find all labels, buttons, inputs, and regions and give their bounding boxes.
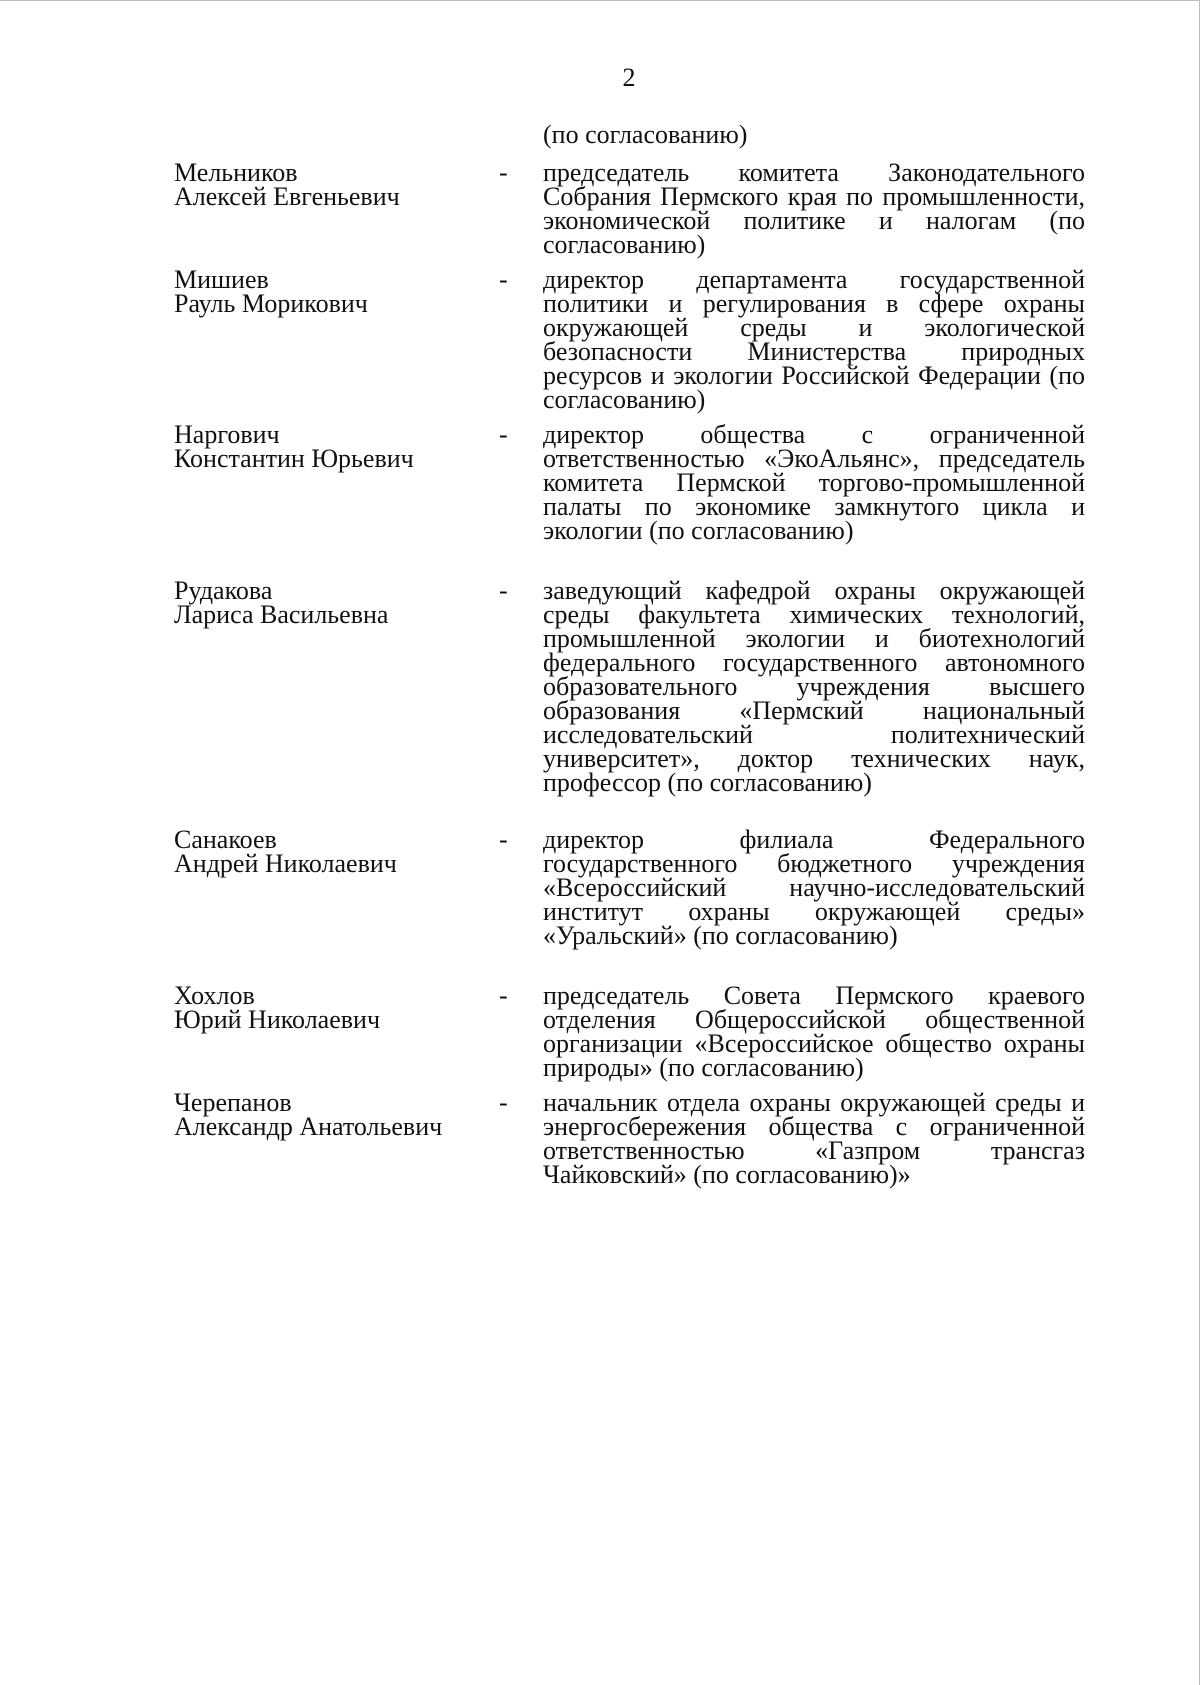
member-name — [174, 981, 494, 1034]
entry-dash: - — [499, 420, 508, 449]
entry-dash: - — [499, 576, 508, 605]
member-given-names: Рауль Морикович — [174, 289, 368, 318]
member-surname: Черепанов — [174, 1088, 292, 1117]
member-given-names: Александр Анатольевич — [174, 1112, 443, 1141]
member-surname: Наргович — [174, 420, 280, 449]
member-description: директор общества с ограниченной ответственностью «ЭкоАльянс», председатель комитета Пермской торгово-промышленной палаты по экономике замкнутого цикла и экологии (по согласованию) — [543, 420, 1085, 545]
member-surname: Мельников — [174, 158, 298, 187]
member-given-names: Алексей Евгеньевич — [174, 182, 400, 211]
member-given-names: Андрей Николаевич — [174, 849, 397, 878]
member-surname: Хохлов — [174, 981, 255, 1010]
entry-dash: - — [499, 981, 508, 1010]
member-name — [174, 576, 494, 629]
member-given-names: Лариса Васильевна — [174, 600, 389, 629]
member-description: председатель комитета Законодательного Собрания Пермского края по промышленности, экономической политике и налогам (по согласованию) — [543, 158, 1085, 259]
member-surname: Санакоев — [174, 825, 277, 854]
member-name — [174, 825, 494, 878]
member-surname: Рудакова — [174, 576, 273, 605]
member-description: председатель Совета Пермского краевого отделения Общероссийской общественной организации «Всероссийское общество охраны природы» (по согласованию) — [543, 981, 1085, 1082]
member-name — [174, 1088, 494, 1141]
member-surname: Мишиев — [174, 265, 269, 294]
member-description: директор департамента государственной политики и регулирования в сфере охраны окружающей среды и экологической безопасности Министерства природных ресурсов и экологии Российской Федерации (по согласованию) — [543, 265, 1085, 414]
member-description: директор филиала Федерального государственного бюджетного учреждения «Всероссийский научно-исследовательский институт охраны окружающей среды» «Уральский» (по согласованию) — [543, 825, 1085, 950]
member-name — [174, 158, 494, 211]
member-name — [174, 265, 494, 318]
entry-dash: - — [499, 1088, 508, 1117]
entry-dash: - — [499, 825, 508, 854]
page-number: 2 — [622, 63, 636, 92]
member-name — [174, 420, 494, 473]
member-given-names: Константин Юрьевич — [174, 444, 414, 473]
entry-dash: - — [499, 158, 508, 187]
continuation-note: (по согласованию) — [543, 120, 748, 149]
member-description: начальник отдела охраны окружающей среды и энергосбережения общества с ограниченной ответственностью «Газпром трансгаз Чайковский» (по согласованию)» — [543, 1088, 1085, 1189]
member-given-names: Юрий Николаевич — [174, 1005, 381, 1034]
entry-dash: - — [499, 265, 508, 294]
member-description: заведующий кафедрой охраны окружающей среды факультета химических технологий, промышленной экологии и биотехнологий федерального государственного автономного образовательного учреждения высшего образования «Пермский национальный исследовательский политехнический университет», доктор технических наук, профессор (по согласованию) — [543, 576, 1085, 797]
